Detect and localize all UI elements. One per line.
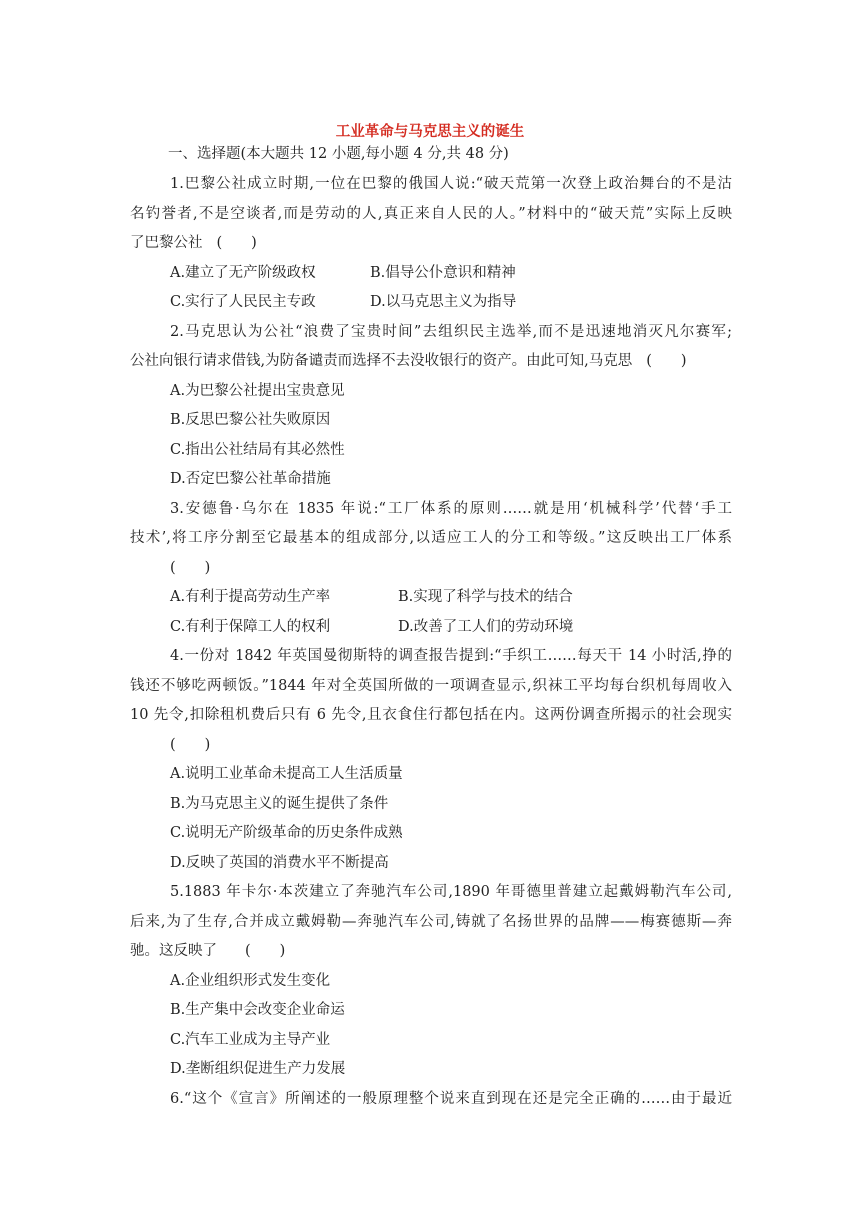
q6-line-1: 6.“这个《宣言》所阐述的一般原理整个说来直到现在还是完全正确的……由于最近 bbox=[170, 1090, 732, 1107]
q4-line-2: 钱还不够吃两顿饭。”1844 年对全英国所做的一项调查显示,织袜工平均每台织机每周收入 bbox=[130, 677, 732, 694]
q4-option-b: B.为马克思主义的诞生提供了条件 bbox=[170, 795, 389, 812]
question-list bbox=[130, 170, 732, 1114]
q4-line-3: 10 先令,扣除租机费后只有 6 先令,且衣食住行都包括在内。这两份调查所揭示的社会现实 bbox=[130, 707, 732, 723]
q3-line-2: 技术’,将工序分割至它最基本的组成部分,以适应工人的分工和等级。”这反映出工厂体系 bbox=[130, 530, 732, 546]
q5-option-d: D.垄断组织促进生产力发展 bbox=[170, 1061, 346, 1077]
q3-options-row-1 bbox=[130, 583, 732, 613]
q2-line-1: 2.马克思认为公社“浪费了宝贵时间”去组织民主选举,而不是迅速地消灭凡尔赛军; bbox=[170, 323, 732, 340]
q1-option-d: D.以马克思主义为指导 bbox=[370, 294, 517, 310]
q5-answer-blank: ( ) bbox=[245, 943, 286, 959]
q1-option-b: B.倡导公仆意识和精神 bbox=[370, 264, 516, 281]
q4-line-1: 4.一份对 1842 年英国曼彻斯特的调查报告提到:“手织工……每天干 14 小时活,挣的 bbox=[170, 648, 732, 664]
q5-option-a: A.企业组织形式发生变化 bbox=[170, 972, 331, 989]
q5-line-1: 5.1883 年卡尔·本茨建立了奔驰汽车公司,1890 年哥德里普建立起戴姆勒汽车公司, bbox=[170, 884, 732, 900]
q2-answer-blank: ( ) bbox=[646, 353, 687, 369]
q3-option-a: A.有利于提高劳动生产率 bbox=[170, 589, 331, 605]
q1-option-a: A.建立了无产阶级政权 bbox=[170, 264, 316, 281]
q4-option-d: D.反映了英国的消费水平不断提高 bbox=[170, 854, 389, 871]
q2-stem-end: 公社向银行请求借钱,为防备谴责而选择不去没收银行的资产。由此可知,马克思 bbox=[130, 353, 633, 369]
q5-stem-end: 驰。这反映了 bbox=[130, 943, 217, 959]
q1-line-3 bbox=[130, 229, 732, 259]
q3-option-c: C.有利于保障工人的权利 bbox=[170, 618, 331, 635]
q3-options-row-2 bbox=[130, 613, 732, 643]
q1-line-2: 名钓誉者,不是空谈者,而是劳动的人,真正来自人民的人。”材料中的“破天荒”实际上反映 bbox=[130, 205, 732, 222]
q5-option-c: C.汽车工业成为主导产业 bbox=[170, 1031, 331, 1048]
q3-option-b: B.实现了科学与技术的结合 bbox=[398, 589, 573, 605]
q1-stem-end: 了巴黎公社 bbox=[130, 235, 203, 251]
q3-line-1: 3.安德鲁·乌尔在 1835 年说:“工厂体系的原则……就是用‘机械科学’代替‘手工 bbox=[170, 500, 732, 517]
q2-option-d: D.否定巴黎公社革命措施 bbox=[170, 471, 331, 487]
q1-answer-blank: ( ) bbox=[216, 235, 257, 251]
q2-option-b: B.反思巴黎公社失败原因 bbox=[170, 412, 331, 428]
section-heading: 一、选择题(本大题共 12 小题,每小题 4 分,共 48 分) bbox=[168, 146, 509, 162]
q5-option-b: B.生产集中会改变企业命运 bbox=[170, 1002, 345, 1018]
q4-option-a: A.说明工业革命未提高工人生活质量 bbox=[170, 766, 403, 782]
q4-option-c: C.说明无产阶级革命的历史条件成熟 bbox=[170, 825, 403, 841]
q2-option-c: C.指出公社结局有其必然性 bbox=[170, 441, 345, 458]
q5-line-2: 后来,为了生存,合并成立戴姆勒—奔驰汽车公司,铸就了名扬世界的品牌——梅赛德斯—奔 bbox=[130, 913, 732, 930]
q3-answer-blank: ( ) bbox=[170, 559, 211, 576]
q2-option-a: A.为巴黎公社提出宝贵意见 bbox=[170, 382, 345, 399]
q5-line-3 bbox=[130, 937, 732, 967]
q1-option-c: C.实行了人民民主专政 bbox=[170, 294, 316, 310]
q1-options-row-2 bbox=[130, 288, 732, 318]
q1-line-1: 1.巴黎公社成立时期,一位在巴黎的俄国人说:“破天荒第一次登上政治舞台的不是沽 bbox=[170, 176, 732, 192]
q4-answer-blank: ( ) bbox=[170, 736, 211, 753]
document-title: 工业革命与马克思主义的诞生 bbox=[335, 123, 525, 140]
q3-option-d: D.改善了工人们的劳动环境 bbox=[398, 618, 574, 635]
q1-options-row-1 bbox=[130, 259, 732, 289]
q2-line-2 bbox=[130, 347, 732, 377]
